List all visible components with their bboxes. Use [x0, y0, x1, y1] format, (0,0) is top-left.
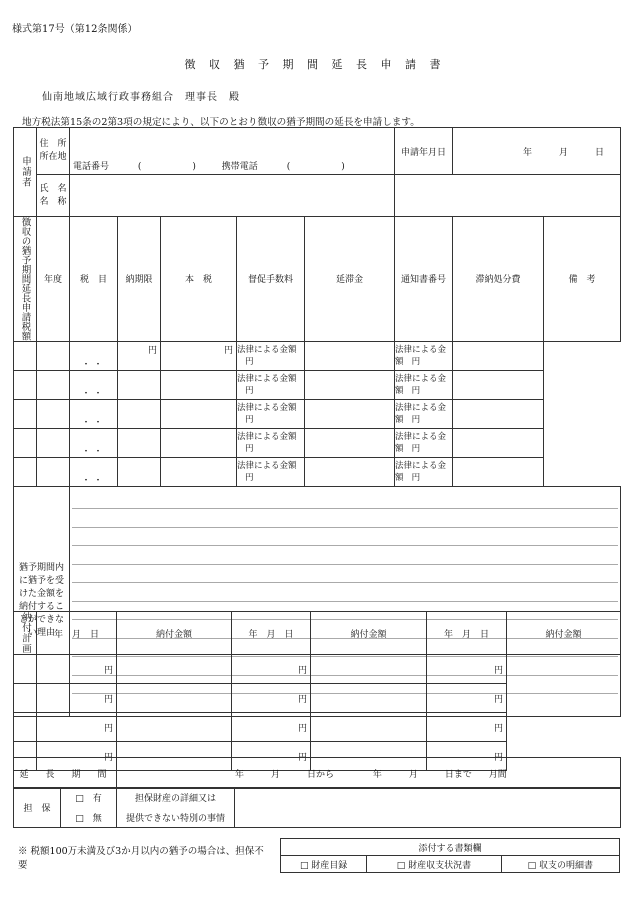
attachment-checkbox-asset-list[interactable]: □ 財産目録 [281, 856, 367, 873]
tax-remarks-cell[interactable] [453, 428, 544, 457]
tax-disposition-cost-cell[interactable] [395, 457, 453, 486]
tax-remarks-cell[interactable] [453, 399, 544, 428]
tax-row [14, 428, 621, 457]
plan-date-header: 年 月 日 [37, 612, 117, 655]
plan-date-cell[interactable] [117, 713, 232, 742]
tax-item-cell[interactable] [37, 399, 70, 428]
tax-principal-cell[interactable] [118, 370, 161, 399]
legal-amount-label: 法律による金額 [395, 402, 447, 425]
plan-amount-header: 納付金額 [117, 612, 232, 655]
phone-label: 電話番号 [73, 162, 110, 172]
yen-unit: 円 [411, 356, 421, 367]
addressee: 仙南地域広域行政事務組合 理事長 殿 [42, 92, 240, 103]
yen-unit: 円 [493, 665, 503, 676]
attachment-checkbox-income-detail[interactable]: □ 収支の明細書 [501, 856, 619, 873]
reason-label: 猶予期間内に猶予を受けた金額を納付することができない理由 [14, 486, 70, 716]
reason-line[interactable] [72, 491, 618, 510]
tax-remarks-cell[interactable] [453, 457, 544, 486]
extension-label: 延 長 期 間 [14, 758, 117, 789]
legal-amount-label: 法律による金額 [395, 373, 447, 396]
tax-dunning-fee-cell[interactable] [161, 341, 237, 370]
payment-plan-row [14, 684, 621, 713]
plan-amount-header: 納付金額 [311, 612, 427, 655]
plan-date-cell[interactable] [117, 684, 232, 713]
collateral-detail-field[interactable] [235, 788, 621, 828]
tax-item-cell[interactable] [37, 428, 70, 457]
tax-item-cell[interactable] [37, 370, 70, 399]
tax-header: 滞納処分費 [453, 217, 544, 342]
form-number: 様式第17号（第12条関係） [12, 24, 138, 35]
application-date-label: 申請年月日 [395, 128, 453, 175]
tax-disposition-cost-cell[interactable] [395, 428, 453, 457]
reason-line[interactable] [72, 583, 618, 602]
yen-unit: 円 [245, 472, 254, 483]
form-title: 徴 収 猶 予 期 間 延 長 申 請 書 [184, 58, 446, 71]
yen-unit: 円 [245, 414, 254, 425]
tax-notice-number-cell[interactable] [305, 457, 395, 486]
tax-late-fee-cell[interactable] [237, 457, 305, 486]
tax-due-date-cell[interactable] [70, 370, 118, 399]
mobile-paren[interactable]: ( ) [286, 162, 348, 172]
tax-dunning-fee-cell[interactable] [161, 428, 237, 457]
yen-unit: 円 [103, 752, 113, 763]
yen-unit: 円 [103, 723, 113, 734]
reason-line[interactable] [72, 565, 618, 584]
plan-amount-cell[interactable] [37, 655, 117, 684]
yen-unit: 円 [411, 443, 421, 454]
application-date-field[interactable]: 年 月 日 [453, 128, 621, 175]
yen-unit: 円 [493, 694, 503, 705]
tax-item-cell[interactable] [37, 341, 70, 370]
due-date-placeholder: ・・ [81, 446, 106, 457]
yen-unit: 円 [103, 665, 113, 676]
address-field[interactable] [70, 128, 395, 175]
extension-field[interactable] [117, 758, 621, 789]
plan-amount-cell[interactable] [37, 684, 117, 713]
yen-unit: 円 [223, 345, 233, 356]
tax-dunning-fee-cell[interactable] [161, 370, 237, 399]
tax-row [14, 457, 621, 486]
plan-date-cell[interactable] [311, 713, 427, 742]
attachment-checkbox-income-status[interactable]: □ 財産収支状況書 [367, 856, 501, 873]
collateral-detail-label-1: 担保財産の詳細又は [117, 788, 235, 808]
tax-principal-cell[interactable] [118, 341, 161, 370]
tax-disposition-cost-cell[interactable] [395, 370, 453, 399]
plan-date-cell[interactable] [117, 655, 232, 684]
collateral-detail-label-2: 提供できない特別の事情 [117, 808, 235, 828]
plan-date-cell[interactable] [311, 684, 427, 713]
plan-date-header: 年 月 日 [427, 612, 507, 655]
tax-year-cell[interactable] [14, 399, 37, 428]
reason-line[interactable] [72, 509, 618, 528]
yen-unit: 円 [103, 694, 113, 705]
name-field[interactable] [70, 175, 395, 217]
tax-dunning-fee-cell[interactable] [161, 457, 237, 486]
phone-paren[interactable]: ( ) [137, 162, 199, 172]
yen-unit: 円 [245, 385, 254, 396]
collateral-label: 担 保 [14, 788, 61, 828]
applicant-section-label: 申請者 [14, 128, 37, 217]
plan-amount-cell[interactable] [37, 713, 117, 742]
name-extra-field[interactable] [395, 175, 621, 217]
collateral-table [13, 787, 621, 828]
tax-header: 通知書番号 [395, 217, 453, 342]
tax-notice-number-cell[interactable] [305, 399, 395, 428]
tax-header: 本 税 [161, 217, 237, 342]
tax-due-date-cell[interactable] [70, 341, 118, 370]
tax-row [14, 370, 621, 399]
tax-principal-cell[interactable] [118, 399, 161, 428]
tax-year-cell[interactable] [14, 341, 37, 370]
legal-amount-label: 法律による金額 [395, 460, 447, 483]
legal-amount-label: 法律による金額 [237, 431, 297, 442]
plan-amount-cell[interactable] [232, 713, 311, 742]
collateral-note: ※ 税額100万未満及び3か月以内の猶予の場合は、担保不要 [18, 846, 264, 871]
plan-date-cell[interactable] [14, 655, 37, 684]
plan-amount-cell[interactable] [427, 655, 507, 684]
tax-disposition-cost-cell[interactable] [395, 399, 453, 428]
collateral-yes-checkbox[interactable]: □ 有 [61, 788, 117, 808]
tax-year-cell[interactable] [14, 370, 37, 399]
yen-unit: 円 [297, 694, 307, 705]
extension-to: 年 月 日まで [372, 769, 472, 780]
yen-unit: 円 [411, 414, 421, 425]
plan-amount-cell[interactable] [427, 713, 507, 742]
tax-notice-number-cell[interactable] [305, 341, 395, 370]
tax-item-cell[interactable] [37, 457, 70, 486]
plan-amount-cell[interactable] [232, 684, 311, 713]
plan-date-cell[interactable] [14, 684, 37, 713]
payment-plan-row [14, 713, 621, 742]
yen-unit: 円 [493, 752, 503, 763]
preamble: 地方税法第15条の2第3項の規定により、以下のとおり徴収の猶予期間の延長を申請します。 [22, 117, 420, 128]
legal-amount-label: 法律による金額 [237, 344, 297, 355]
tax-due-date-cell[interactable] [70, 399, 118, 428]
tax-late-fee-cell[interactable] [237, 428, 305, 457]
payment-plan-table [13, 611, 621, 771]
yen-unit: 円 [297, 665, 307, 676]
due-date-placeholder: ・・ [81, 417, 106, 428]
tax-remarks-cell[interactable] [453, 341, 544, 370]
plan-amount-header: 納付金額 [507, 612, 621, 655]
tax-header: 納期限 [118, 217, 161, 342]
tax-header: 税 目 [70, 217, 118, 342]
tax-header: 備 考 [544, 217, 621, 342]
legal-amount-label: 法律による金額 [237, 460, 297, 471]
tax-due-date-cell[interactable] [70, 457, 118, 486]
plan-date-cell[interactable] [14, 713, 37, 742]
yen-unit: 円 [493, 723, 503, 734]
tax-remarks-cell[interactable] [453, 370, 544, 399]
tax-row [14, 399, 621, 428]
tax-year-cell[interactable] [14, 428, 37, 457]
name-label: 氏 名 名 称 [37, 175, 70, 217]
legal-amount-label: 法律による金額 [237, 373, 297, 384]
legal-amount-label: 法律による金額 [395, 344, 447, 367]
plan-amount-cell[interactable] [232, 655, 311, 684]
reason-line[interactable] [72, 528, 618, 547]
plan-date-cell[interactable] [311, 655, 427, 684]
tax-section-label: 徴収の猶予期間延長申請税額 [14, 217, 37, 342]
tax-header: 督促手数料 [237, 217, 305, 342]
tax-header: 延滞金 [305, 217, 395, 342]
tax-dunning-fee-cell[interactable] [161, 399, 237, 428]
extension-table [13, 757, 621, 789]
yen-unit: 円 [411, 385, 421, 396]
attachments-title: 添付する書類欄 [281, 839, 620, 856]
due-date-placeholder: ・・ [81, 388, 106, 399]
due-date-placeholder: ・・ [81, 359, 106, 370]
tax-notice-number-cell[interactable] [305, 428, 395, 457]
tax-year-cell[interactable] [14, 457, 37, 486]
tax-late-fee-cell[interactable] [237, 370, 305, 399]
due-date-placeholder: ・・ [81, 475, 106, 486]
tax-disposition-cost-cell[interactable] [395, 341, 453, 370]
yen-unit: 円 [245, 356, 254, 367]
tax-header: 年度 [37, 217, 70, 342]
payment-plan-label: 納付計画 [14, 612, 37, 655]
tax-late-fee-cell[interactable] [237, 399, 305, 428]
yen-unit: 円 [297, 723, 307, 734]
payment-plan-row [14, 655, 621, 684]
yen-unit: 円 [297, 752, 307, 763]
plan-date-header: 年 月 日 [232, 612, 311, 655]
tax-principal-cell[interactable] [118, 457, 161, 486]
tax-header-row [14, 217, 621, 342]
extension-months: 月間 [488, 769, 507, 780]
plan-amount-cell[interactable] [427, 684, 507, 713]
attachments-table [280, 838, 620, 873]
collateral-no-checkbox[interactable]: □ 無 [61, 808, 117, 828]
reason-line[interactable] [72, 546, 618, 565]
tax-row [14, 341, 621, 370]
legal-amount-label: 法律による金額 [395, 431, 447, 454]
tax-due-date-cell[interactable] [70, 428, 118, 457]
yen-unit: 円 [147, 345, 157, 356]
yen-unit: 円 [245, 443, 254, 454]
extension-from: 年 月 日から [235, 769, 335, 780]
tax-notice-number-cell[interactable] [305, 370, 395, 399]
tax-principal-cell[interactable] [118, 428, 161, 457]
legal-amount-label: 法律による金額 [237, 402, 297, 413]
address-label: 住 所 所在地 [37, 128, 70, 175]
mobile-label: 携帯電話 [221, 162, 258, 172]
yen-unit: 円 [411, 472, 421, 483]
tax-late-fee-cell[interactable] [237, 341, 305, 370]
